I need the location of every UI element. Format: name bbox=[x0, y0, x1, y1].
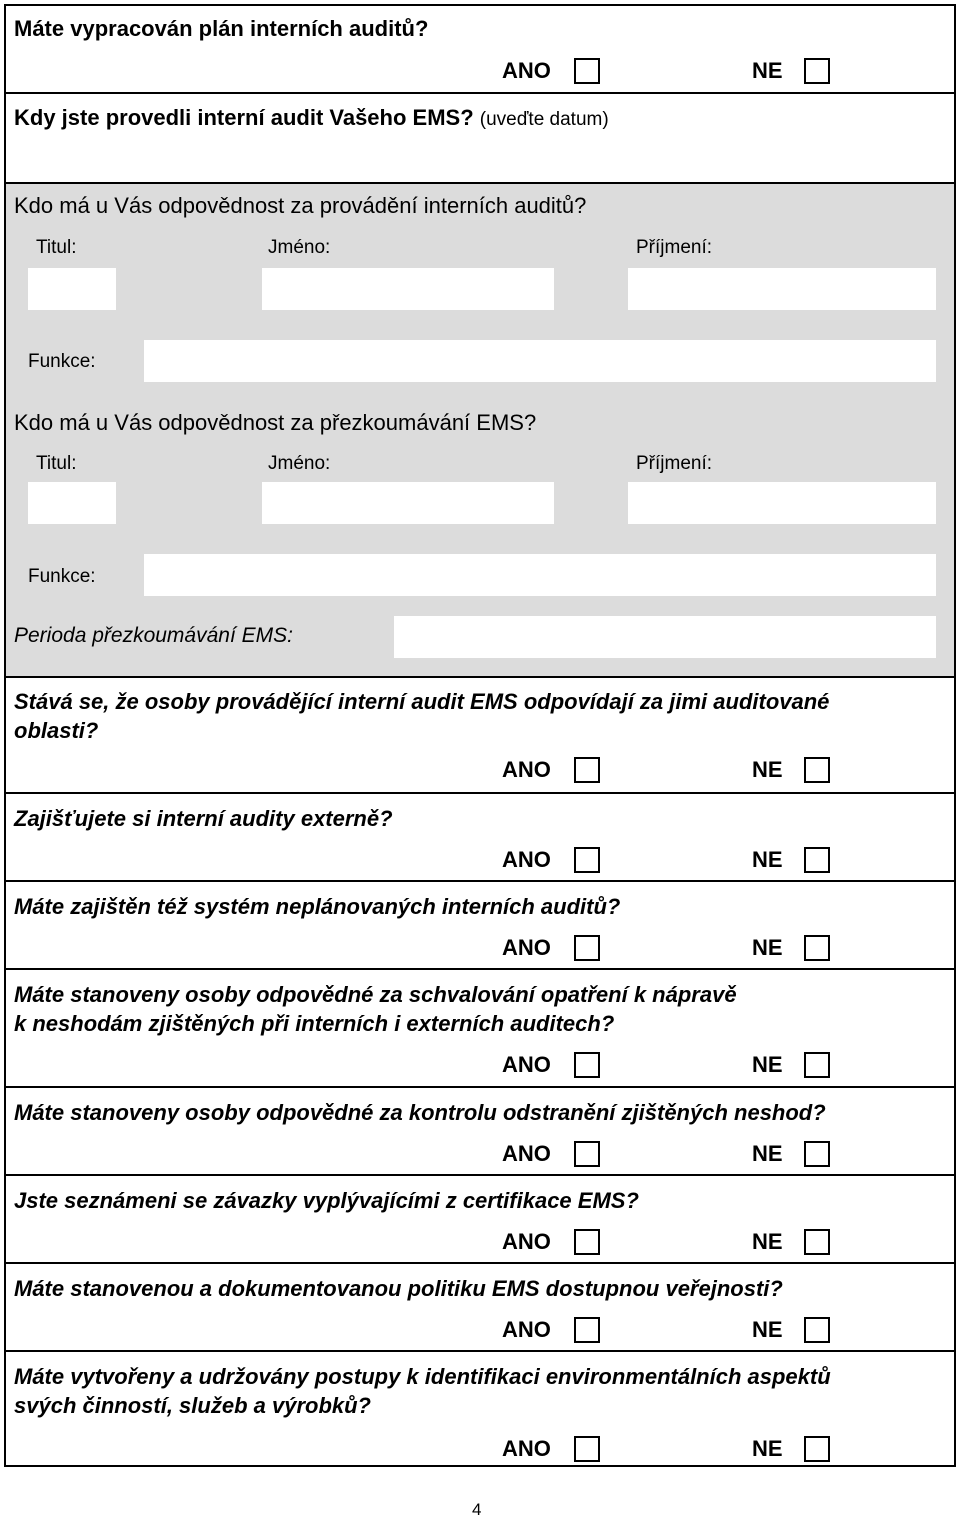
funkce-input[interactable] bbox=[144, 554, 936, 596]
question-line-2: oblasti? bbox=[14, 718, 99, 743]
yes-checkbox[interactable] bbox=[574, 1436, 600, 1462]
question-audit-plan: Máte vypracován plán interních auditů? bbox=[14, 16, 429, 41]
section-review-period bbox=[6, 606, 954, 678]
question-nonconformity-control: Máte stanoveny osoby odpovědné za kontrolu odstranění zjištěných neshod? bbox=[14, 1100, 826, 1125]
audit-questionnaire-form bbox=[4, 4, 956, 1467]
titul-label: Titul: bbox=[36, 237, 77, 258]
section-internal-audit-responsibility bbox=[6, 184, 954, 396]
yes-checkbox[interactable] bbox=[574, 58, 600, 84]
yes-label: ANO bbox=[502, 757, 551, 782]
no-checkbox[interactable] bbox=[804, 1052, 830, 1078]
yes-checkbox[interactable] bbox=[574, 1141, 600, 1167]
question-certification-obligations: Jste seznámeni se závazky vyplývajícími z certifikace EMS? bbox=[14, 1188, 639, 1213]
section-audit-date bbox=[6, 94, 954, 184]
jmeno-label: Jméno: bbox=[268, 453, 331, 474]
section-unplanned-audits bbox=[6, 882, 954, 970]
no-checkbox[interactable] bbox=[804, 1317, 830, 1343]
section-nonconformity-control bbox=[6, 1088, 954, 1176]
prijmeni-label: Příjmení: bbox=[636, 453, 713, 474]
yes-label: ANO bbox=[502, 1229, 551, 1254]
no-label: NE bbox=[752, 1052, 783, 1077]
no-checkbox[interactable] bbox=[804, 58, 830, 84]
yes-label: ANO bbox=[502, 847, 551, 872]
section-certification-obligations bbox=[6, 1176, 954, 1264]
no-checkbox[interactable] bbox=[804, 935, 830, 961]
no-checkbox[interactable] bbox=[804, 847, 830, 873]
yes-label: ANO bbox=[502, 935, 551, 960]
no-checkbox[interactable] bbox=[804, 1436, 830, 1462]
jmeno-label: Jméno: bbox=[268, 237, 331, 258]
yes-checkbox[interactable] bbox=[574, 1052, 600, 1078]
no-label: NE bbox=[752, 58, 783, 83]
jmeno-input[interactable] bbox=[262, 482, 554, 524]
review-period-label: Perioda přezkoumávání EMS: bbox=[14, 624, 293, 647]
no-label: NE bbox=[752, 1229, 783, 1254]
no-label: NE bbox=[752, 757, 783, 782]
section-corrective-action-approval bbox=[6, 970, 954, 1088]
question-audit-responsibility: Kdo má u Vás odpovědnost za provádění interních auditů? bbox=[14, 193, 587, 218]
question-ems-policy: Máte stanovenou a dokumentovanou politiku EMS dostupnou veřejnosti? bbox=[14, 1276, 783, 1301]
section-environmental-aspects bbox=[6, 1352, 954, 1465]
yes-checkbox[interactable] bbox=[574, 757, 600, 783]
funkce-label: Funkce: bbox=[28, 566, 96, 587]
prijmeni-input[interactable] bbox=[628, 268, 936, 310]
question-line-1: Máte stanoveny osoby odpovědné za schvalování opatření k nápravě bbox=[14, 982, 737, 1007]
prijmeni-input[interactable] bbox=[628, 482, 936, 524]
yes-label: ANO bbox=[502, 1436, 551, 1461]
no-label: NE bbox=[752, 935, 783, 960]
titul-input[interactable] bbox=[28, 268, 116, 310]
yes-label: ANO bbox=[502, 1317, 551, 1342]
question-audit-date-text: Kdy jste provedli interní audit Vašeho EMS? bbox=[14, 105, 474, 130]
no-checkbox[interactable] bbox=[804, 1141, 830, 1167]
no-label: NE bbox=[752, 1317, 783, 1342]
yes-label: ANO bbox=[502, 1141, 551, 1166]
question-line-1: Máte vytvořeny a udržovány postupy k identifikaci environmentálních aspektů bbox=[14, 1364, 831, 1389]
question-review-responsibility: Kdo má u Vás odpovědnost za přezkoumávání EMS? bbox=[14, 410, 537, 435]
yes-checkbox[interactable] bbox=[574, 935, 600, 961]
prijmeni-label: Příjmení: bbox=[636, 237, 713, 258]
yes-checkbox[interactable] bbox=[574, 1317, 600, 1343]
no-label: NE bbox=[752, 847, 783, 872]
yes-checkbox[interactable] bbox=[574, 847, 600, 873]
section-internal-audit-plan bbox=[6, 6, 954, 94]
question-external-audits: Zajišťujete si interní audity externě? bbox=[14, 806, 393, 831]
question-audit-date bbox=[14, 103, 609, 134]
no-checkbox[interactable] bbox=[804, 1229, 830, 1255]
no-label: NE bbox=[752, 1141, 783, 1166]
no-label: NE bbox=[752, 1436, 783, 1461]
section-auditor-independence bbox=[6, 678, 954, 794]
section-external-audits bbox=[6, 794, 954, 882]
section-ems-policy bbox=[6, 1264, 954, 1352]
funkce-input[interactable] bbox=[144, 340, 936, 382]
funkce-label: Funkce: bbox=[28, 351, 96, 372]
review-period-input[interactable] bbox=[394, 616, 936, 658]
no-checkbox[interactable] bbox=[804, 757, 830, 783]
date-note: (uveďte datum) bbox=[479, 109, 609, 130]
question-unplanned-audits: Máte zajištěn též systém neplánovaných interních auditů? bbox=[14, 894, 621, 919]
jmeno-input[interactable] bbox=[262, 268, 554, 310]
question-line-2: k neshodám zjištěných při interních i externích auditech? bbox=[14, 1011, 615, 1036]
yes-label: ANO bbox=[502, 58, 551, 83]
question-line-1: Stává se, že osoby provádějící interní audit EMS odpovídají za jimi auditované bbox=[14, 689, 830, 714]
section-ems-review-responsibility bbox=[6, 396, 954, 606]
titul-input[interactable] bbox=[28, 482, 116, 524]
question-line-2: svých činností, služeb a výrobků? bbox=[14, 1393, 371, 1418]
yes-label: ANO bbox=[502, 1052, 551, 1077]
page-number: 4 bbox=[472, 1500, 482, 1519]
yes-checkbox[interactable] bbox=[574, 1229, 600, 1255]
titul-label: Titul: bbox=[36, 453, 77, 474]
